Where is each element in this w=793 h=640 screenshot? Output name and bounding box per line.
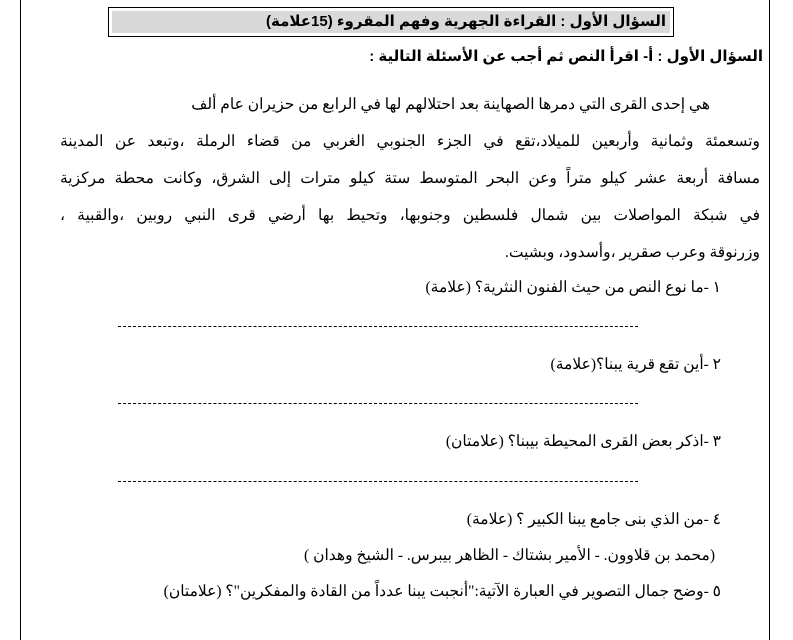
question-title: السؤال الأول : القراءة الجهرية وفهم المقروء (15علامة) — [112, 11, 670, 33]
passage-line: هي إحدى القرى التي دمرها الصهاينة بعد احتلالهم لها في الرابع من حزيران عام ألف — [191, 96, 710, 113]
passage-line: وتسعمئة وثمانية وأربعين للميلاد،تقع في الجزء الجنوبي الغربي من قضاء الرملة ،وتبعد عن المدينة — [60, 133, 760, 150]
question-4: ٤ -من الذي بنى جامع يبنا الكبير ؟ (علامة) — [466, 511, 721, 528]
question-4-options: (محمد بن قلاوون. - الأمير بشتاك - الظاهر بيبرس. - الشيخ وهدان ) — [304, 547, 715, 564]
question-title-box — [108, 7, 674, 37]
question-5: ٥ -وضح جمال التصوير في العبارة الآتية:"أنجبت يبنا عدداً من القادة والمفكرين"؟ (علامتان) — [163, 583, 721, 600]
answer-line-1[interactable] — [118, 326, 638, 327]
passage-line: مسافة أربعة عشر كيلو متراً وعن البحر المتوسط ستة كيلو مترات إلى الشرق، وكانت محطة مركزية — [60, 170, 760, 187]
question-1: ١ -ما نوع النص من حيث الفنون النثرية؟ (علامة) — [425, 279, 721, 296]
question-3: ٣ -اذكر بعض القرى المحيطة بيبنا؟ (علامتان) — [445, 433, 721, 450]
answer-line-2[interactable] — [118, 403, 638, 404]
answer-line-3[interactable] — [118, 481, 638, 482]
instructions-heading: السؤال الأول : أ- اقرأ النص ثم أجب عن الأسئلة التالية : — [369, 48, 763, 65]
reading-passage — [60, 86, 760, 271]
passage-line: في شبكة المواصلات بين شمال فلسطين وجنوبها، وتحيط بها أرضي قرى النبي روبين ،والقبية ، — [60, 207, 760, 224]
question-2: ٢ -أين تقع قرية يبنا؟(علامة) — [550, 356, 721, 373]
passage-line: وزرنوقة وعرب صقرير ،وأسدود، وبشيت. — [504, 244, 760, 261]
